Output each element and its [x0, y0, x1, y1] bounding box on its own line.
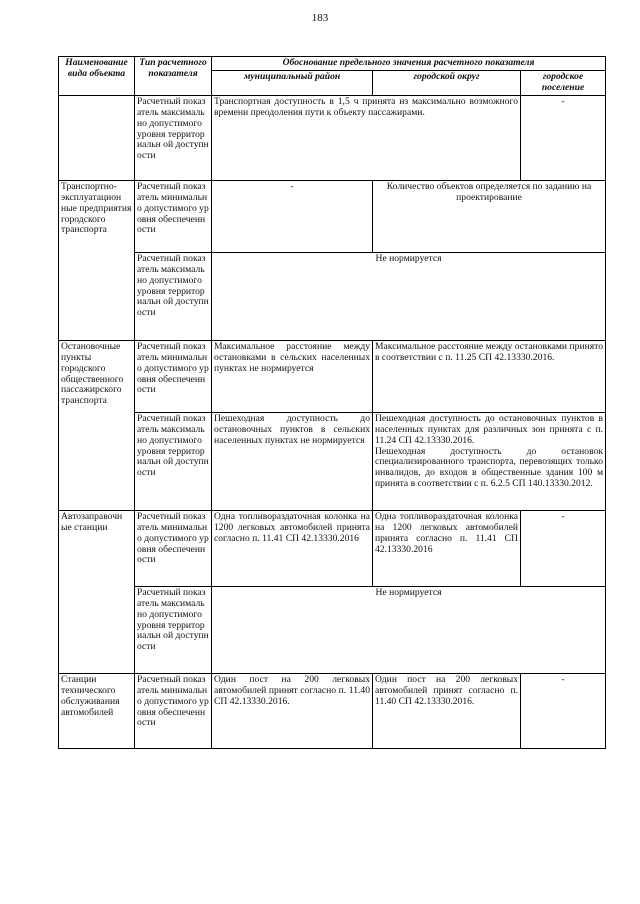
paragraph: Пешеходная доступность до остановочных пунктов в населенных пунктах для различных зон принята с п. 11.24 СП 42.13330.2016.: [375, 412, 604, 446]
cell-mun: Пешеходная доступность до остановочных пунктов в сельских населенных пунктах не нормируется: [212, 412, 373, 510]
cell-mun: Одна топливораздаточная колонка на 1200 легковых автомобилей принята согласно п. 11.41 СП 42.13330.2016: [212, 510, 373, 586]
cell-settlement: -: [521, 673, 606, 748]
cell-type: Расчетный показатель максимально допустимого уровня территориальн ой доступности: [135, 586, 212, 673]
cell-city-settlement: Количество объектов определяется по заданию на проектирование: [373, 180, 606, 252]
cell-mun: -: [212, 180, 373, 252]
cell-mun: Один пост на 200 легковых автомобилей принят согласно п. 11.40 СП 42.13330.2016.: [212, 673, 373, 748]
table-row: [59, 586, 606, 673]
header-city: городской округ: [373, 71, 521, 96]
cell-type: Расчетный показатель максимально допустимого уровня территориальн ой доступности: [135, 95, 212, 180]
header-settlement: городское поселение: [521, 71, 606, 96]
table-row: [59, 252, 606, 340]
cell-mun-city: Транспортная доступность в 1,5 ч принята из максимально возможного времени преодоления пути к объекту пассажирами.: [212, 95, 521, 180]
cell-type: Расчетный показатель минимально допустимого уровня обеспеченности: [135, 340, 212, 412]
cell-object: Станции технического обслуживания автомобилей: [59, 673, 135, 748]
header-municipal: муниципальный район: [212, 71, 373, 96]
cell-city: Один пост на 200 легковых автомобилей принят согласно п. 11.40 СП 42.13330.2016.: [373, 673, 521, 748]
cell-object: Транспортно-эксплуатацион ные предприятия городского транспорта: [59, 180, 135, 340]
table-row: [59, 95, 606, 180]
cell-settlement: -: [521, 510, 606, 586]
cell-type: Расчетный показатель максимально допустимого уровня территориальн ой доступности: [135, 412, 212, 510]
table-row: [59, 340, 606, 412]
table-row: [59, 673, 606, 748]
paragraph: Пешеходная доступность до остановок специализированного транспорта, перевозящих только инвалидов, до входов в общественные здания 100 м принята в соответствии с п. 6.2.5 СП 140.13330.2012.: [375, 445, 604, 490]
cell-mun: Максимальное расстояние между остановками в сельских населенных пунктах не нормируется: [212, 340, 373, 412]
standards-table: [58, 56, 606, 749]
cell-not-normed: Не нормируется: [212, 252, 606, 340]
cell-object-empty: [59, 95, 135, 180]
table-row: [59, 412, 606, 510]
header-object: Наименование вида объекта: [59, 57, 135, 96]
cell-city: Одна топливораздаточная колонка на 1200 легковых автомобилей принята согласно п. 11.41 СП 42.13330.2016: [373, 510, 521, 586]
table-row: [59, 510, 606, 586]
cell-type: Расчетный показатель минимально допустимого уровня обеспеченности: [135, 180, 212, 252]
header-justification: Обоснование предельного значения расчетного показателя: [212, 57, 606, 71]
page-number: 183: [311, 12, 329, 24]
cell-not-normed: Не нормируется: [212, 586, 606, 673]
cell-type: Расчетный показатель минимально допустимого уровня обеспеченности: [135, 673, 212, 748]
cell-object: Остановочные пункты городского общественного пассажирского транспорта: [59, 340, 135, 510]
cell-object: Автозаправочн ые станции: [59, 510, 135, 673]
header-type: Тип расчетного показателя: [135, 57, 212, 96]
cell-settlement: -: [521, 95, 606, 180]
table-row: [59, 180, 606, 252]
cell-type: Расчетный показатель максимально допустимого уровня территориальн ой доступности: [135, 252, 212, 340]
cell-city-settlement: Максимальное расстояние между остановками принято в соответствии с п. 11.25 СП 42.13330.2016.: [373, 340, 606, 412]
cell-city-settlement: [373, 412, 606, 510]
cell-type: Расчетный показатель минимально допустимого уровня обеспеченности: [135, 510, 212, 586]
